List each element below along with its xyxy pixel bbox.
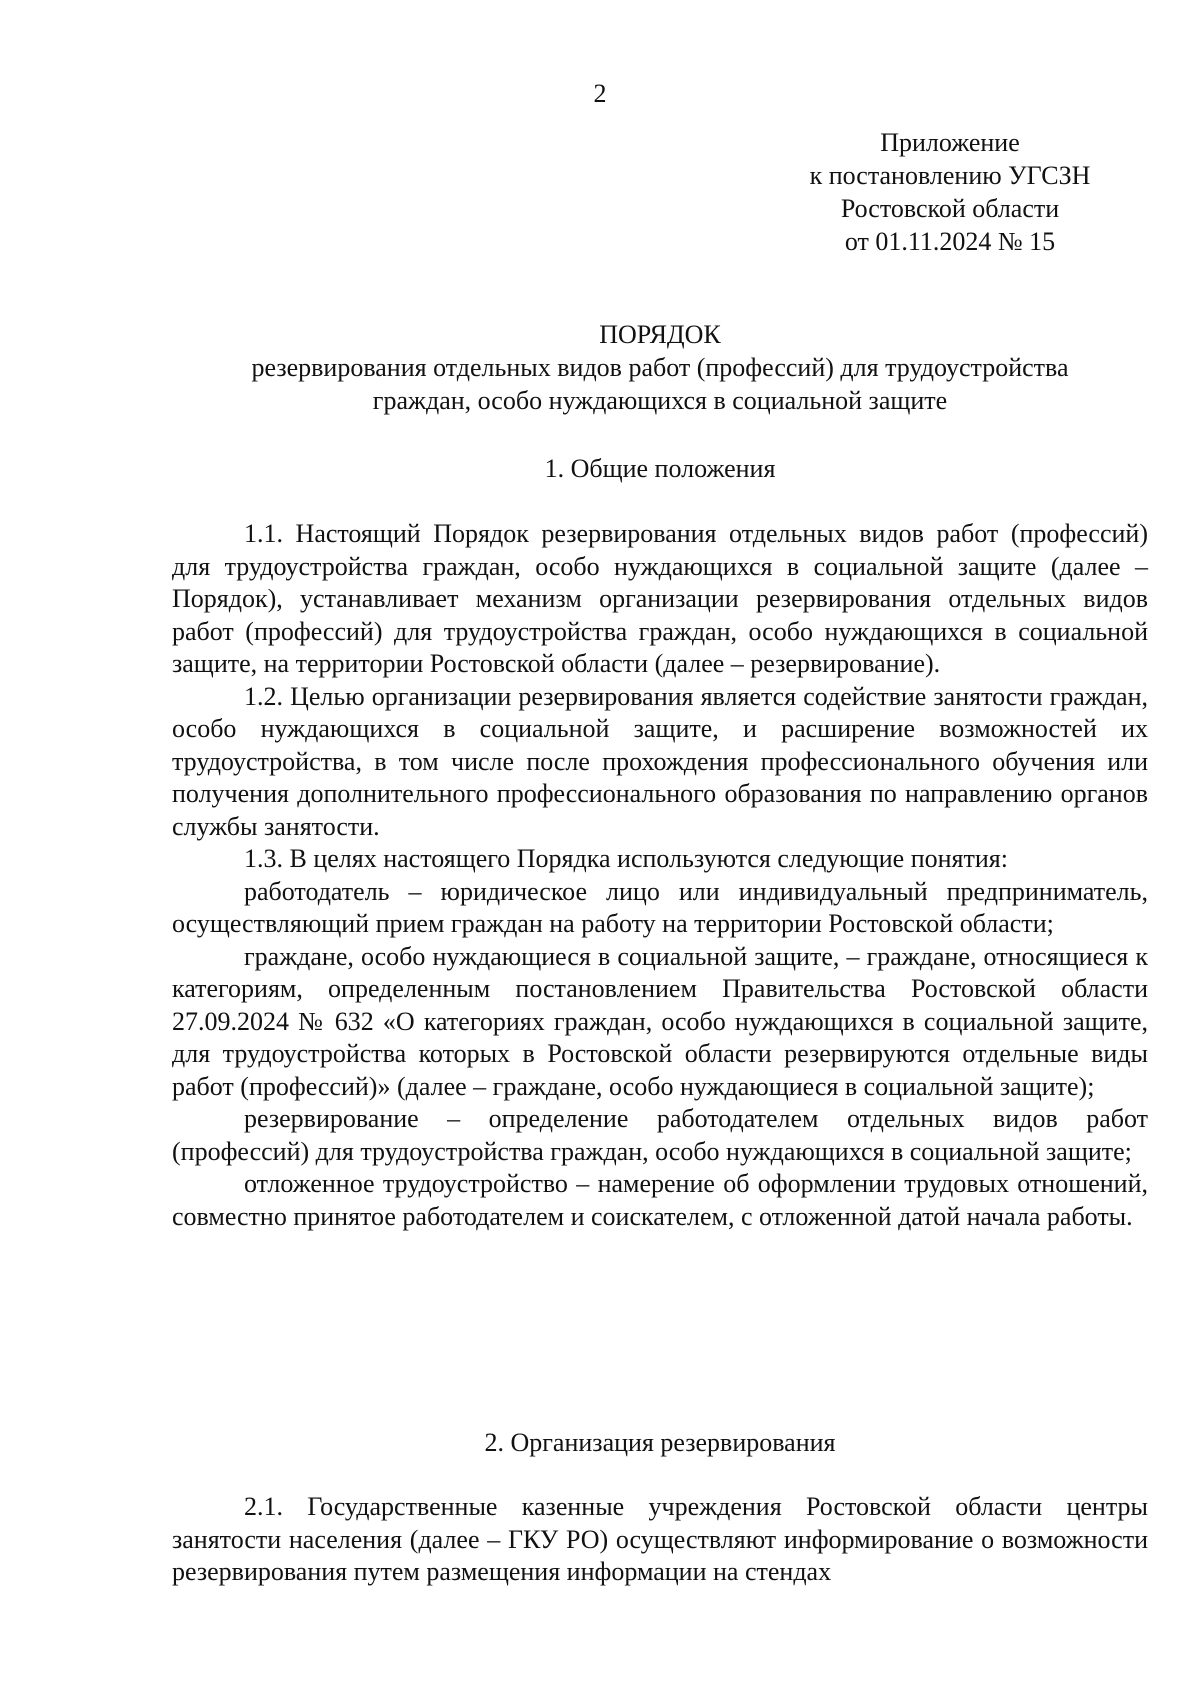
paragraph: 1.3. В целях настоящего Порядка используются следующие понятия: [244, 844, 1008, 873]
document-title-subtitle: резервирования отдельных видов работ (профессий) для трудоустройства [251, 353, 1069, 382]
section-2-body [172, 1491, 1148, 1589]
document-title-main: ПОРЯДОК [599, 320, 721, 349]
document-title [172, 318, 1148, 417]
paragraph: работодатель – юридическое лицо или индивидуальный предприниматель, осуществляющий прием граждан на работу на территории Ростовской области; [172, 876, 1148, 938]
appendix-line: Ростовской области [840, 194, 1060, 223]
document-title-subtitle: граждан, особо нуждающихся в социальной защите [372, 386, 948, 415]
paragraph: граждане, особо нуждающиеся в социальной защите, – граждане, относящиеся к категориям, определенным постановлением Правительства Ростовской области 27.09.2024 № 632 «О категориях граждан, особо нуждающихся в социальной защите, для трудоустройства которых в Ростовской области резервируются отдельные виды работ (профессий)» (далее – граждане, особо нуждающиеся в социальной защите); [172, 941, 1148, 1101]
section-1-title: 1. Общие положения [544, 454, 776, 483]
appendix-line: Приложение [880, 128, 1020, 157]
paragraph: 1.2. Целью организации резервирования является содействие занятости граждан, особо нуждающихся в социальной защите, и расширение возможностей их трудоустройства, в том числе после прохождения профессионального обучения или получения дополнительного профессионального образования по направлению органов службы занятости. [172, 681, 1148, 841]
section-1-body [172, 518, 1148, 1233]
appendix-line: от 01.11.2024 № 15 [844, 227, 1056, 256]
appendix-block [760, 126, 1140, 258]
paragraph: 1.1. Настоящий Порядок резервирования отдельных видов работ (профессий) для трудоустройства граждан, особо нуждающихся в социальной защите (далее – Порядок), устанавливает механизм организации резервирования отдельных видов работ (профессий) для трудоустройства граждан, особо нуждающихся в социальной защите, на территории Ростовской области (далее – резервирование). [172, 519, 1148, 678]
page-number: 2 [593, 79, 607, 108]
paragraph: 2.1. Государственные казенные учреждения Ростовской области центры занятости населения (далее – ГКУ РО) осуществляют информирование о возможности резервирования путем размещения информации на стендах [172, 1492, 1148, 1586]
appendix-line: к постановлению УГСЗН [809, 161, 1091, 190]
paragraph: резервирование – определение работодателем отдельных видов работ (профессий) для трудоустройства граждан, особо нуждающихся в социальной защите; [172, 1104, 1148, 1166]
section-2-title: 2. Организация резервирования [484, 1428, 836, 1457]
paragraph: отложенное трудоустройство – намерение об оформлении трудовых отношений, совместно принятое работодателем и соискателем, с отложенной датой начала работы. [172, 1169, 1148, 1231]
